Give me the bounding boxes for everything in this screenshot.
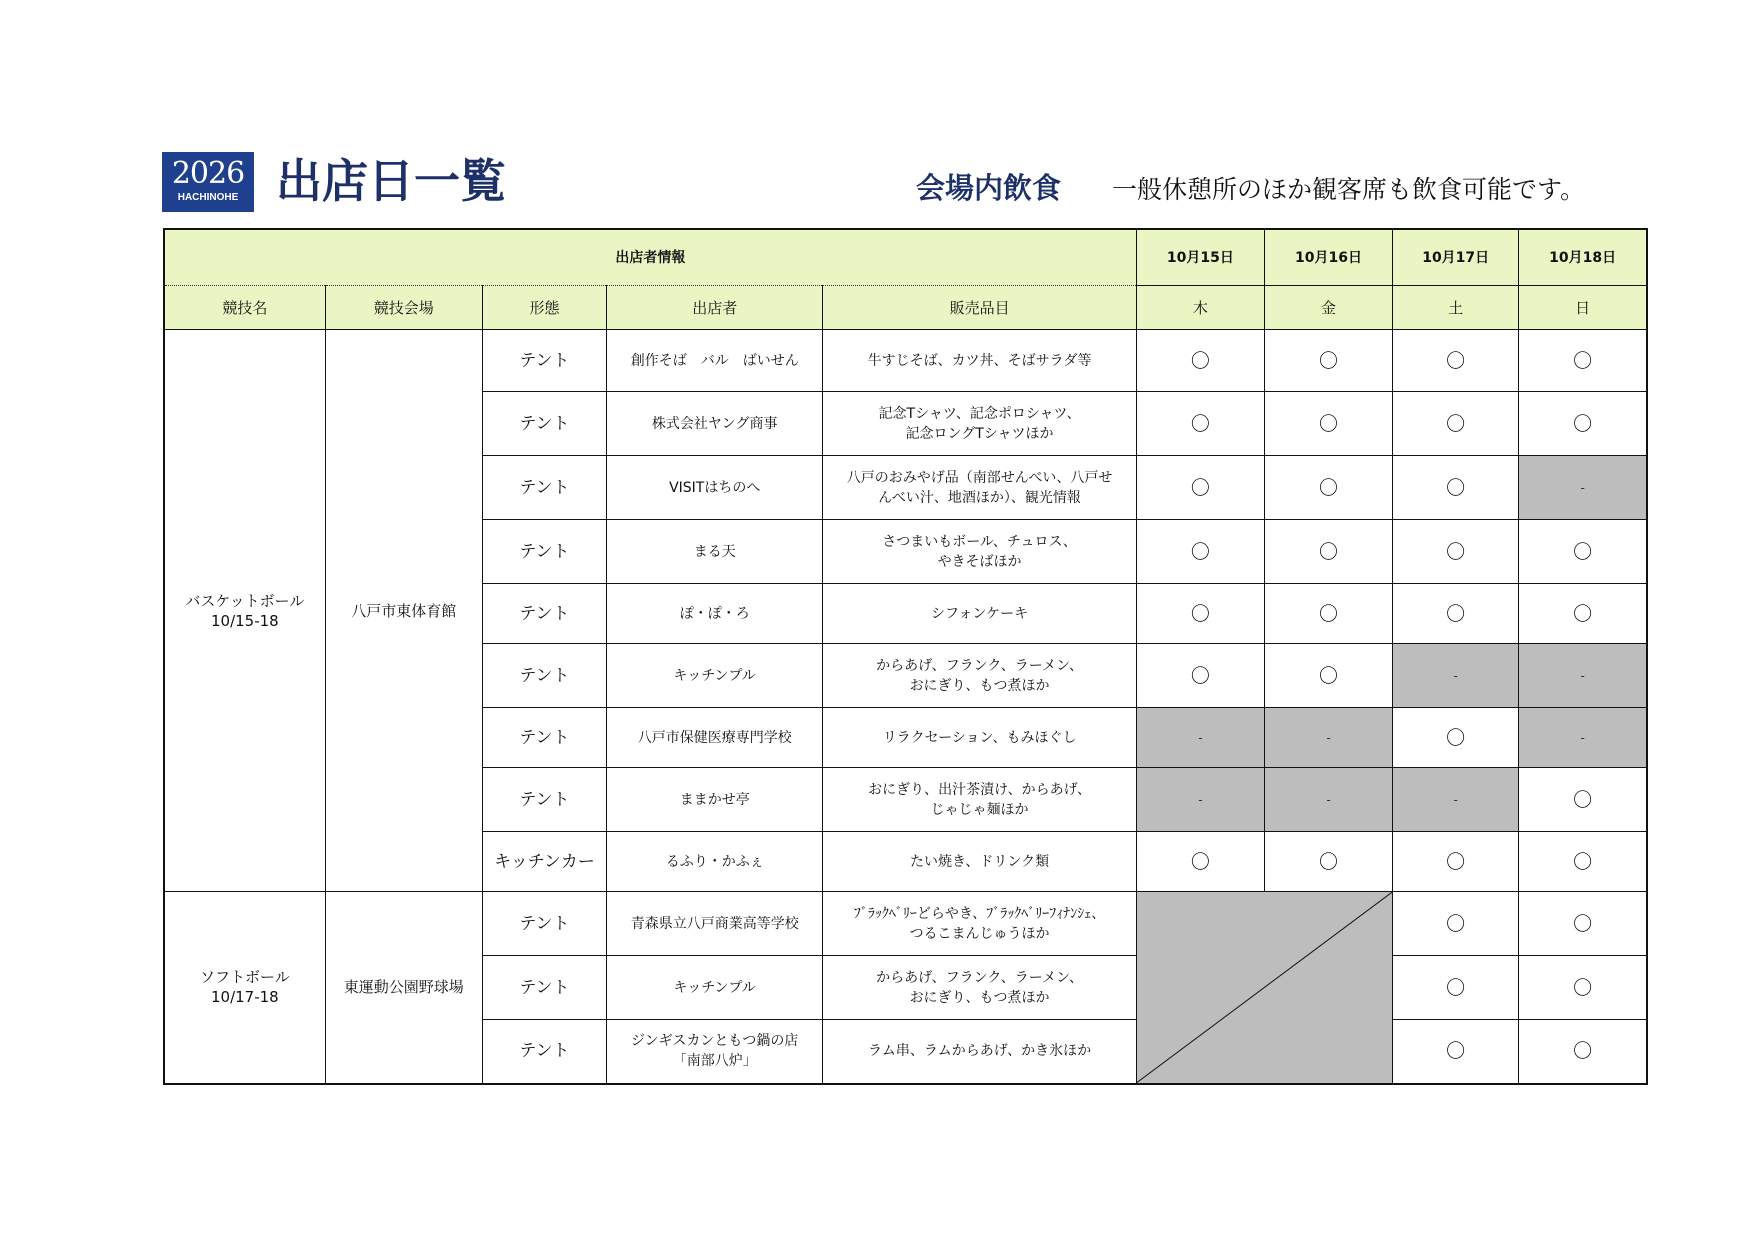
vendor-cell: [607, 1020, 823, 1084]
vendor-name: 青森県立八戸商業高等学校: [630, 915, 799, 932]
vendor-cell: [607, 768, 823, 832]
vendor-cell: [607, 708, 823, 768]
items-line: リラクセーション、もみほぐし: [882, 729, 1077, 746]
day-open: 〇: [1264, 392, 1392, 456]
day-closed: -: [1393, 768, 1519, 832]
day-open: 〇: [1519, 330, 1647, 392]
day-open: 〇: [1136, 584, 1264, 644]
day-open: 〇: [1519, 832, 1647, 892]
items-line: おにぎり、出汁茶漬け、からあげ、: [868, 781, 1092, 798]
items-line: ラム串、ラムからあげ、かき氷ほか: [867, 1043, 1092, 1060]
day-open: 〇: [1264, 456, 1392, 520]
sport-name: ソフトボール: [200, 968, 290, 987]
type-cell: テント: [482, 520, 606, 584]
day-open: 〇: [1136, 644, 1264, 708]
logo: [162, 152, 254, 212]
day-open: 〇: [1136, 392, 1264, 456]
day-open: 〇: [1393, 832, 1519, 892]
day-closed: -: [1264, 708, 1392, 768]
items-cell: [823, 392, 1136, 456]
vendor-name: キッチンプル: [673, 979, 756, 996]
day-closed: -: [1519, 456, 1647, 520]
items-line: 八戸のおみやげ品（南部せんべい、八戸せ: [846, 469, 1113, 486]
type-cell: テント: [482, 584, 606, 644]
vendor-cell: [607, 330, 823, 392]
date-header: 10月17日: [1393, 229, 1519, 286]
day-closed: -: [1519, 708, 1647, 768]
sport-dates: 10/17-18: [210, 988, 279, 1007]
day-open: 〇: [1136, 832, 1264, 892]
items-cell: [823, 456, 1136, 520]
day-closed: -: [1264, 768, 1392, 832]
vendor-cell: [607, 392, 823, 456]
day-open: 〇: [1519, 392, 1647, 456]
venue-cell: 八戸市東体育館: [325, 330, 482, 892]
items-cell: [823, 520, 1136, 584]
day-open: 〇: [1264, 330, 1392, 392]
weekday-header: 土: [1393, 286, 1519, 330]
type-cell: テント: [482, 892, 606, 956]
vendor-name: VISITはちのへ: [669, 479, 761, 496]
items-line: つるこまんじゅうほか: [909, 925, 1050, 942]
date-header: 10月18日: [1519, 229, 1647, 286]
sport-cell: [164, 892, 325, 1084]
day-open: 〇: [1136, 456, 1264, 520]
vendor-cell: [607, 584, 823, 644]
vendor-name: 創作そば バル ばいせん: [630, 352, 799, 369]
type-cell: テント: [482, 956, 606, 1020]
items-cell: [823, 768, 1136, 832]
items-cell: [823, 584, 1136, 644]
table-row: [164, 330, 1647, 392]
day-open: 〇: [1393, 892, 1519, 956]
sport-dates: 10/15-18: [210, 611, 279, 630]
day-closed: -: [1136, 708, 1264, 768]
day-open: 〇: [1519, 520, 1647, 584]
vendor-name: 八戸市保健医療専門学校: [637, 729, 792, 746]
sport-cell: [164, 330, 325, 892]
day-open: 〇: [1393, 520, 1519, 584]
type-cell: テント: [482, 392, 606, 456]
day-open: 〇: [1264, 520, 1392, 584]
type-cell: テント: [482, 1020, 606, 1084]
items-line: じゃじゃ麺ほか: [930, 801, 1029, 818]
vendor-name: 「南部八炉」: [672, 1053, 757, 1070]
day-open: 〇: [1519, 956, 1647, 1020]
column-header-vendor: 出店者: [607, 286, 823, 330]
day-open: 〇: [1264, 644, 1392, 708]
items-line: 記念ロングTシャツほか: [905, 425, 1054, 442]
type-cell: テント: [482, 456, 606, 520]
items-line: シフォンケーキ: [931, 605, 1029, 622]
not-applicable-cell: [1136, 892, 1392, 1084]
vendor-name: ぽ・ぽ・ろ: [679, 605, 750, 622]
vendor-cell: [607, 892, 823, 956]
weekday-header: 木: [1136, 286, 1264, 330]
day-open: 〇: [1393, 330, 1519, 392]
day-closed: -: [1393, 644, 1519, 708]
day-open: 〇: [1136, 520, 1264, 584]
weekday-header: 日: [1519, 286, 1647, 330]
day-open: 〇: [1519, 768, 1647, 832]
items-line: ﾌﾞﾗｯｸﾍﾞﾘｰどらやき、ﾌﾞﾗｯｸﾍﾞﾘｰﾌｨﾅﾝｼｪ、: [853, 905, 1106, 922]
vendor-cell: [607, 456, 823, 520]
vendor-name: 株式会社ヤング商事: [651, 415, 778, 432]
subheading-note: 一般休憩所のほか観客席も飲食可能です。: [1112, 175, 1586, 204]
vendor-cell: [607, 520, 823, 584]
vendor-cell: [607, 956, 823, 1020]
items-line: んべい汁、地酒ほか）、観光情報: [878, 489, 1081, 506]
sport-name: バスケットボール: [185, 591, 305, 610]
subheading: 会場内飲食: [916, 171, 1062, 205]
items-cell: [823, 708, 1136, 768]
vendor-name: ジンギスカンともつ鍋の店: [631, 1033, 799, 1050]
day-closed: -: [1519, 644, 1647, 708]
day-open: 〇: [1393, 956, 1519, 1020]
table-row: [164, 892, 1647, 956]
venue-cell: 東運動公園野球場: [325, 892, 482, 1084]
logo-year: 2026: [171, 156, 245, 191]
weekday-header: 金: [1264, 286, 1392, 330]
day-open: 〇: [1393, 392, 1519, 456]
column-header-sport: 競技名: [164, 286, 325, 330]
column-header-type: 形態: [482, 286, 606, 330]
day-open: 〇: [1393, 584, 1519, 644]
group-header: 出店者情報: [164, 229, 1136, 286]
diagonal-strike: [1137, 892, 1392, 1083]
items-line: たい焼き、ドリンク類: [909, 853, 1050, 870]
date-header: 10月16日: [1264, 229, 1392, 286]
items-line: おにぎり、もつ煮ほか: [909, 677, 1050, 694]
column-header-items: 販売品目: [823, 286, 1136, 330]
day-open: 〇: [1393, 1020, 1519, 1084]
items-cell: [823, 330, 1136, 392]
items-cell: [823, 956, 1136, 1020]
items-cell: [823, 832, 1136, 892]
items-cell: [823, 644, 1136, 708]
items-cell: [823, 1020, 1136, 1084]
items-line: からあげ、フランク、ラーメン、: [876, 657, 1083, 674]
items-line: やきそばほか: [937, 553, 1022, 570]
day-open: 〇: [1264, 832, 1392, 892]
day-open: 〇: [1393, 708, 1519, 768]
column-header-venue: 競技会場: [325, 286, 482, 330]
vendor-cell: [607, 644, 823, 708]
page-title: 出店日一覧: [276, 154, 506, 208]
items-line: さつまいもボール、チュロス、: [882, 533, 1077, 550]
day-open: 〇: [1519, 584, 1647, 644]
type-cell: テント: [482, 708, 606, 768]
type-cell: テント: [482, 768, 606, 832]
schedule-table: [163, 228, 1648, 1085]
day-open: 〇: [1136, 330, 1264, 392]
vendor-name: まる天: [693, 543, 736, 560]
vendor-name: キッチンプル: [673, 667, 756, 684]
type-cell: テント: [482, 330, 606, 392]
logo-city: HACHINOHE: [177, 192, 239, 203]
day-open: 〇: [1393, 456, 1519, 520]
day-open: 〇: [1264, 584, 1392, 644]
day-open: 〇: [1519, 1020, 1647, 1084]
type-cell: テント: [482, 644, 606, 708]
vendor-cell: [607, 832, 823, 892]
vendor-name: ままかせ亭: [679, 791, 750, 808]
items-line: からあげ、フランク、ラーメン、: [876, 969, 1083, 986]
items-cell: [823, 892, 1136, 956]
items-line: 記念Tシャツ、記念ポロシャツ、: [878, 405, 1081, 422]
type-cell: キッチンカー: [482, 832, 606, 892]
vendor-name: るふり・かふぇ: [665, 853, 764, 870]
day-open: 〇: [1519, 892, 1647, 956]
items-line: 牛すじそば、カツ丼、そばサラダ等: [867, 352, 1092, 369]
items-line: おにぎり、もつ煮ほか: [909, 989, 1050, 1006]
date-header: 10月15日: [1136, 229, 1264, 286]
day-closed: -: [1136, 768, 1264, 832]
